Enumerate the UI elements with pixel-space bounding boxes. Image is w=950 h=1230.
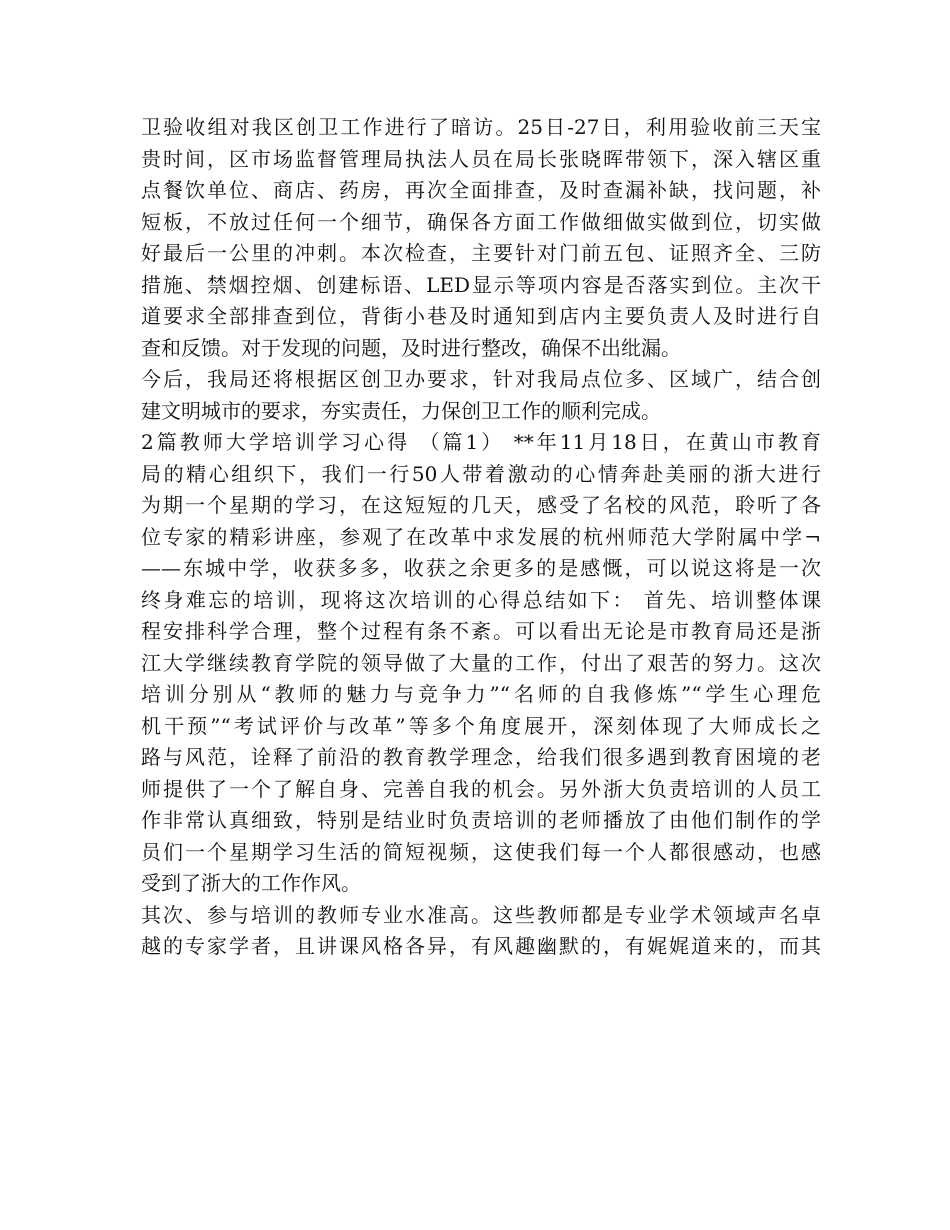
text-line: 局的精心组织下，我们一行50人带着激动的心情奔赴美丽的浙大进行 — [141, 461, 821, 486]
text-line: 道要求全部排查到位，背街小巷及时通知到店内主要负责人及时进行自 — [141, 304, 821, 328]
text-line: 2篇教师大学培训学习心得 （篇1） **年11月18日，在黄山市教育 — [141, 430, 821, 454]
text-line: 点餐饮单位、商店、药房，再次全面排查，及时查漏补缺，找问题，补 — [141, 178, 821, 202]
text-line: 卫验收组对我区创卫工作进行了暗访。25日-27日，利用验收前三天宝 — [141, 115, 821, 139]
text-line: 作非常认真细致，特别是结业时负责培训的老师播放了由他们制作的学 — [141, 808, 821, 832]
text-line: 终身难忘的培训，现将这次培训的心得总结如下： 首先、培训整体课 — [141, 587, 821, 612]
document-body — [141, 112, 821, 963]
text-line: 越的专家学者，且讲课风格各异，有风趣幽默的，有娓娓道来的，而其 — [141, 934, 821, 958]
text-line: 员们一个星期学习生活的简短视频，这使我们每一个人都很感动，也感 — [141, 839, 821, 864]
text-line: 师提供了一个了解自身、完善自我的机会。另外浙大负责培训的人员工 — [141, 776, 821, 801]
text-line: 今后，我局还将根据区创卫办要求，针对我局点位多、区域广，结合创 — [141, 367, 821, 391]
text-line: ——东城中学，收获多多，收获之余更多的是感慨，可以说这将是一次 — [141, 556, 821, 580]
text-line: 查和反馈。对于发现的问题，及时进行整改，确保不出纰漏。 — [141, 335, 681, 360]
text-line: 为期一个星期的学习，在这短短的几天，感受了名校的风范，聆听了各 — [141, 493, 821, 517]
text-line: 受到了浙大的工作作风。 — [141, 871, 361, 895]
text-line: 贵时间，区市场监督管理局执法人员在局长张晓晖带领下，深入辖区重 — [141, 146, 821, 171]
text-line: 培训分别从“教师的魅力与竞争力”“名师的自我修炼”“学生心理危 — [141, 682, 821, 706]
text-line: 好最后一公里的冲刺。本次检查，主要针对门前五包、证照齐全、三防 — [141, 241, 821, 265]
text-line: 位专家的精彩讲座，参观了在改革中求发展的杭州师范大学附属中学¬ — [141, 524, 821, 549]
text-line: 路与风范，诠释了前沿的教育教学理念，给我们很多遇到教育困境的老 — [141, 745, 821, 769]
text-line: 程安排科学合理，整个过程有条不紊。可以看出无论是市教育局还是浙 — [141, 619, 821, 643]
text-line: 其次、参与培训的教师专业水准高。这些教师都是专业学术领域声名卓 — [141, 902, 821, 927]
text-line: 江大学继续教育学院的领导做了大量的工作，付出了艰苦的努力。这次 — [141, 650, 821, 675]
text-line: 机干预”“考试评价与改革”等多个角度展开，深刻体现了大师成长之 — [141, 713, 821, 738]
text-line: 措施、禁烟控烟、创建标语、LED显示等项内容是否落实到位。主次干 — [141, 272, 821, 297]
text-line: 建文明城市的要求，夯实责任，力保创卫工作的顺利完成。 — [141, 398, 661, 423]
text-line: 短板，不放过任何一个细节，确保各方面工作做细做实做到位，切实做 — [141, 209, 821, 234]
